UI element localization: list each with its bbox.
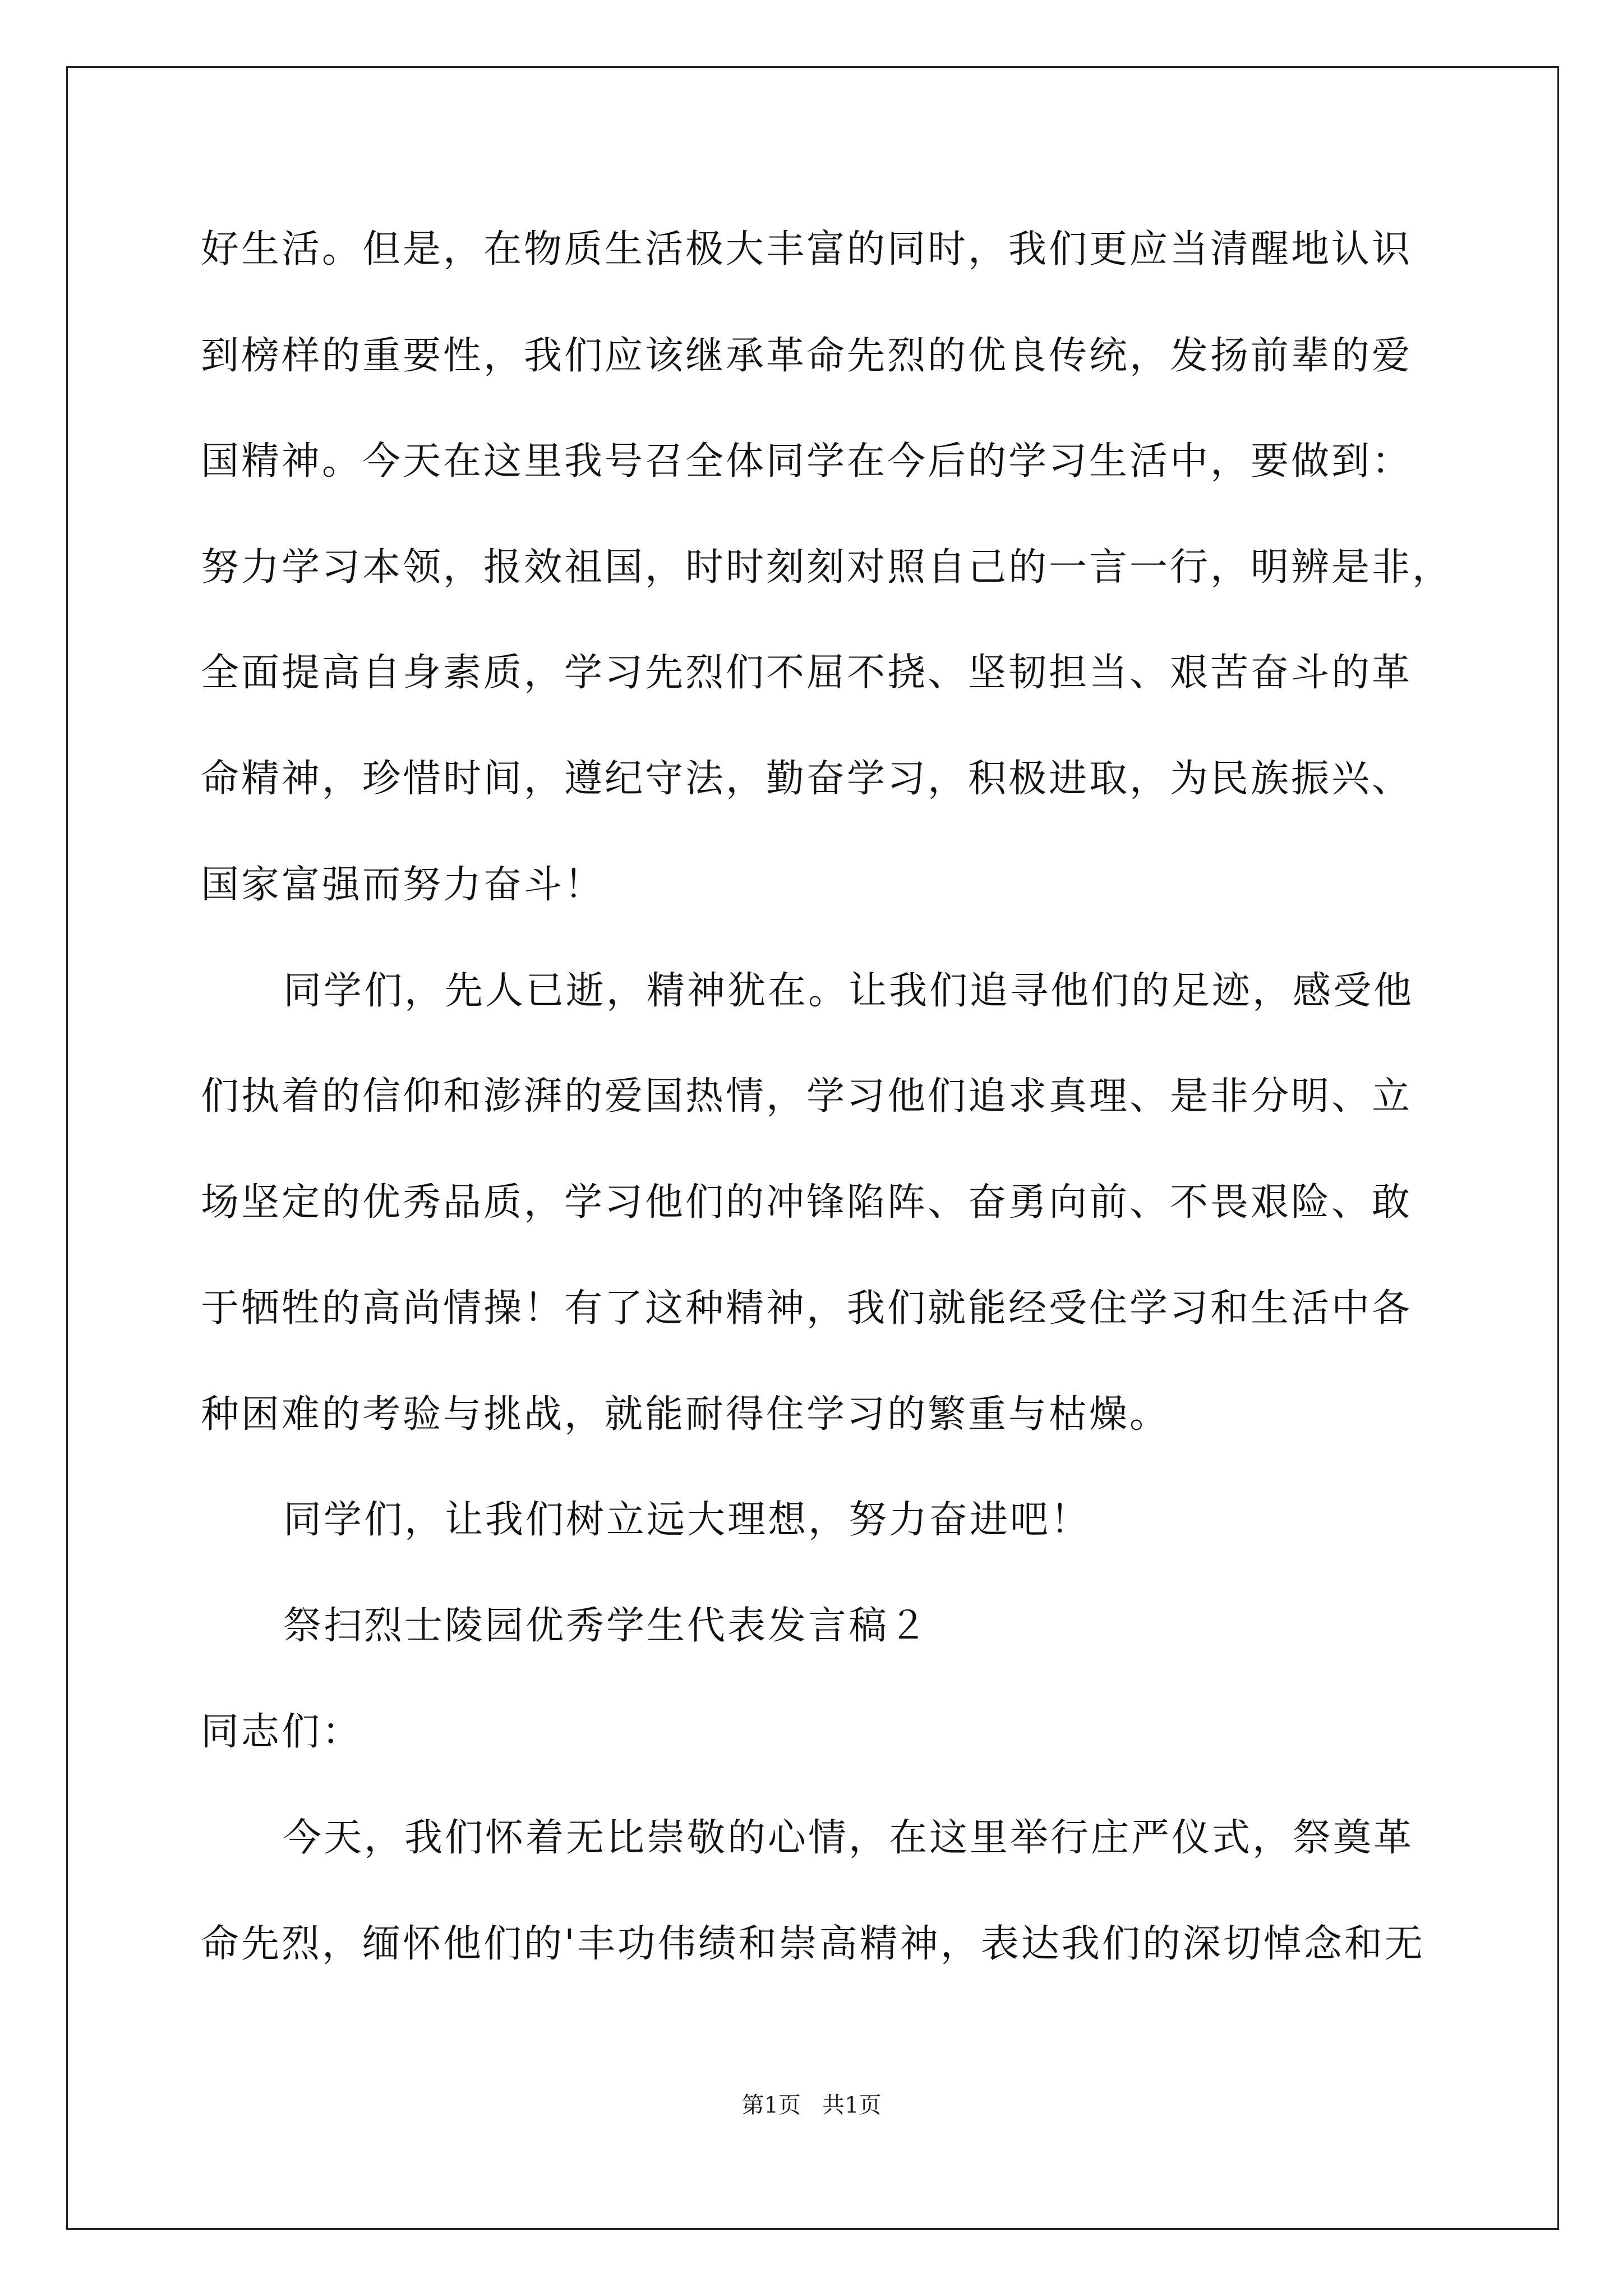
body-line-2: 到榜样的重要性，我们应该继承革命先烈的优良传统，发扬前辈的爱 [201, 334, 1413, 378]
body-line-3: 国精神。今天在这里我号召全体同学在今后的学习生活中，要做到： [201, 439, 1413, 484]
body-line-5: 全面提高自身素质，学习先烈们不屈不挠、坚韧担当、艰苦奋斗的革 [201, 651, 1413, 695]
page-footer: 第1页 共1页 [741, 2092, 882, 2118]
section-title: 祭扫烈士陵园优秀学生代表发言稿２ [283, 1604, 930, 1648]
paragraph-line-3: 今天，我们怀着无比崇敬的心情，在这里举行庄严仪式，祭奠革 [283, 1816, 1414, 1860]
salutation: 同志们： [201, 1710, 363, 1754]
body-line-10: 于牺牲的高尚情操！有了这种精神，我们就能经受住学习和生活中各 [201, 1286, 1413, 1331]
paragraph-line-2: 同学们，让我们树立远大理想，努力奋进吧！ [283, 1498, 1091, 1542]
body-line-9: 场坚定的优秀品质，学习他们的冲锋陷阵、奋勇向前、不畏艰险、敢 [201, 1180, 1413, 1225]
body-line-11: 种困难的考验与挑战，就能耐得住学习的繁重与枯燥。 [201, 1392, 1170, 1437]
paragraph-line-1: 同学们，先人已逝，精神犹在。让我们追寻他们的足迹，感受他 [283, 969, 1414, 1013]
body-line-8: 们执着的信仰和澎湃的爱国热情，学习他们追求真理、是非分明、立 [201, 1074, 1413, 1119]
body-line-7: 国家富强而努力奋斗！ [201, 863, 605, 907]
body-line-4: 努力学习本领，报效祖国，时时刻刻对照自己的一言一行，明辨是非， [201, 545, 1453, 590]
page-border [66, 66, 1559, 2230]
body-line-1: 好生活。但是，在物质生活极大丰富的同时，我们更应当清醒地认识 [201, 227, 1413, 272]
body-line-12: 命先烈，缅怀他们的'丰功伟绩和崇高精神，表达我们的深切悼念和无 [201, 1922, 1425, 1966]
body-line-6: 命精神，珍惜时间，遵纪守法，勤奋学习，积极进取，为民族振兴、 [201, 757, 1413, 801]
